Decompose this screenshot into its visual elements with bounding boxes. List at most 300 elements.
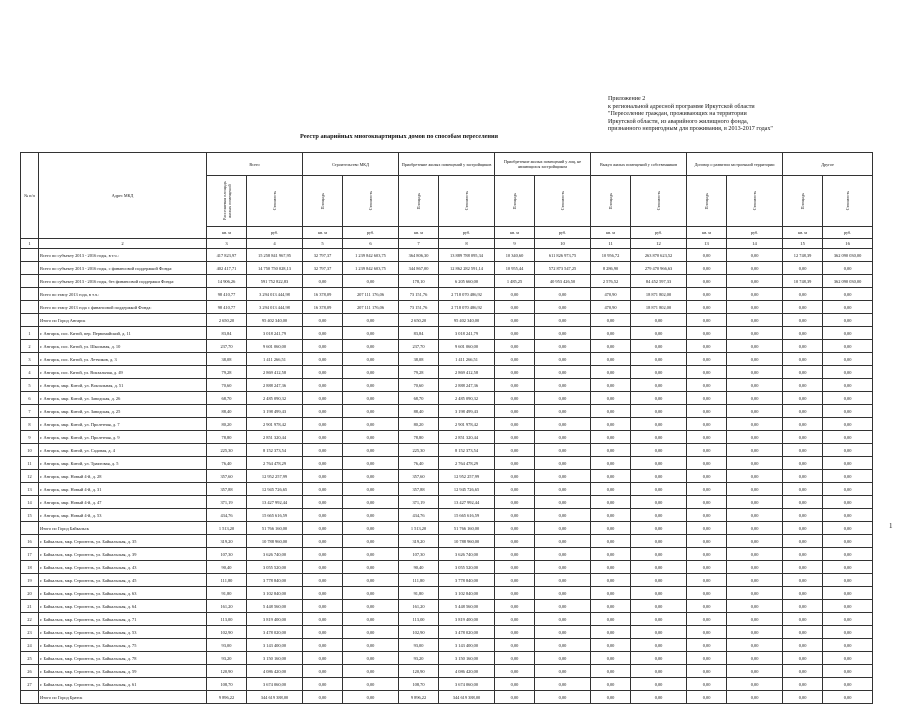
row-number: 4 bbox=[21, 366, 39, 379]
row-number: 18 bbox=[21, 561, 39, 574]
value-cell: 51 766 160,00 bbox=[439, 522, 495, 535]
value-cell: 0,00 bbox=[303, 470, 343, 483]
value-cell: 0,00 bbox=[783, 301, 823, 314]
annex-line: признанного непригодным для проживания, в 2013-2017 годах" bbox=[608, 126, 773, 133]
value-cell: 68,70 bbox=[399, 392, 439, 405]
subheader-cost: Стоимость bbox=[823, 176, 873, 227]
value-cell: 2 869 412,58 bbox=[439, 366, 495, 379]
value-cell: 0,00 bbox=[343, 327, 399, 340]
value-cell: 0,00 bbox=[591, 431, 631, 444]
value-cell: 0,00 bbox=[727, 483, 783, 496]
value-cell: 3 018 241,79 bbox=[247, 327, 303, 340]
value-cell: 93,20 bbox=[399, 652, 439, 665]
value-cell: 3 294 013 444,98 bbox=[247, 288, 303, 301]
header-group-total: Всего bbox=[207, 153, 303, 176]
value-cell: 6 205 660,00 bbox=[439, 275, 495, 288]
column-number: 15 bbox=[783, 239, 823, 249]
value-cell: 13 889 788 095,34 bbox=[439, 249, 495, 262]
value-cell: 78,80 bbox=[207, 431, 247, 444]
value-cell: 108,70 bbox=[207, 678, 247, 691]
value-cell: 0,00 bbox=[823, 470, 873, 483]
value-cell: 0,00 bbox=[631, 457, 687, 470]
value-cell: 2 718 070 486,92 bbox=[439, 301, 495, 314]
value-cell: 90,40 bbox=[207, 561, 247, 574]
value-cell: 0,00 bbox=[687, 340, 727, 353]
row-number: 17 bbox=[21, 548, 39, 561]
address-cell: г. Байкальск, мкр. Строитель, ул. Байкальская, д. 71 bbox=[39, 613, 207, 626]
unit-label: руб. bbox=[343, 227, 399, 239]
unit-label: кв. м bbox=[303, 227, 343, 239]
value-cell: 0,00 bbox=[535, 353, 591, 366]
column-number: 11 bbox=[591, 239, 631, 249]
value-cell: 0,00 bbox=[591, 522, 631, 535]
value-cell: 0,00 bbox=[343, 366, 399, 379]
table-row bbox=[21, 665, 873, 678]
value-cell: 0,00 bbox=[343, 353, 399, 366]
value-cell: 0,00 bbox=[783, 574, 823, 587]
value-cell: 0,00 bbox=[343, 340, 399, 353]
table-row bbox=[21, 392, 873, 405]
value-cell: 0,00 bbox=[303, 379, 343, 392]
value-cell: 93,00 bbox=[399, 639, 439, 652]
value-cell: 3 198 499,43 bbox=[247, 405, 303, 418]
value-cell: 0,00 bbox=[631, 366, 687, 379]
value-cell: 0,00 bbox=[631, 327, 687, 340]
value-cell: 0,00 bbox=[591, 639, 631, 652]
value-cell: 0,00 bbox=[631, 652, 687, 665]
value-cell: 0,00 bbox=[303, 327, 343, 340]
summary-row bbox=[21, 262, 873, 275]
value-cell: 0,00 bbox=[303, 275, 343, 288]
header-group-territory: Договор о развитии застроенной территории bbox=[687, 153, 783, 176]
value-cell: 2 576,52 bbox=[591, 275, 631, 288]
value-cell: 3 150 160,00 bbox=[247, 652, 303, 665]
value-cell: 0,00 bbox=[727, 340, 783, 353]
value-cell: 357,88 bbox=[207, 483, 247, 496]
value-cell: 0,00 bbox=[823, 366, 873, 379]
value-cell: 0,00 bbox=[631, 587, 687, 600]
value-cell: 0,00 bbox=[343, 470, 399, 483]
value-cell: 0,00 bbox=[823, 327, 873, 340]
value-cell: 2 650,20 bbox=[207, 314, 247, 327]
summary-row bbox=[21, 314, 873, 327]
value-cell: 5 448 560,00 bbox=[439, 600, 495, 613]
value-cell: 319,20 bbox=[399, 535, 439, 548]
value-cell: 0,00 bbox=[343, 444, 399, 457]
value-cell: 3 143 400,00 bbox=[439, 639, 495, 652]
value-cell: 2 888 247,36 bbox=[439, 379, 495, 392]
annex-caption bbox=[608, 96, 898, 134]
value-cell: 0,00 bbox=[783, 314, 823, 327]
value-cell: 572 873 547,25 bbox=[535, 262, 591, 275]
value-cell: 2 485 090,32 bbox=[247, 392, 303, 405]
value-cell: 0,00 bbox=[687, 353, 727, 366]
value-cell: 12 945 726,65 bbox=[439, 483, 495, 496]
value-cell: 68,70 bbox=[207, 392, 247, 405]
value-cell: 32 797,37 bbox=[303, 249, 343, 262]
value-cell: 0,00 bbox=[727, 639, 783, 652]
value-cell: 0,00 bbox=[343, 509, 399, 522]
value-cell: 0,00 bbox=[591, 392, 631, 405]
value-cell: 0,00 bbox=[303, 587, 343, 600]
value-cell: 0,00 bbox=[631, 405, 687, 418]
address-cell: г. Ангарск, пос. Китой, пер. Первомайский, д. 11 bbox=[39, 327, 207, 340]
value-cell: 470,90 bbox=[591, 288, 631, 301]
value-cell: 1 513,20 bbox=[399, 522, 439, 535]
value-cell: 76,40 bbox=[399, 457, 439, 470]
value-cell: 0,00 bbox=[687, 470, 727, 483]
column-number: 16 bbox=[823, 239, 873, 249]
row-number: 9 bbox=[21, 431, 39, 444]
value-cell: 0,00 bbox=[727, 262, 783, 275]
value-cell: 14 906,26 bbox=[207, 275, 247, 288]
value-cell: 0,00 bbox=[591, 340, 631, 353]
value-cell: 0,00 bbox=[343, 652, 399, 665]
value-cell: 111,80 bbox=[399, 574, 439, 587]
table-row bbox=[21, 509, 873, 522]
value-cell: 3 674 060,00 bbox=[439, 678, 495, 691]
value-cell: 0,00 bbox=[823, 678, 873, 691]
value-cell: 0,00 bbox=[727, 327, 783, 340]
row-number: 10 bbox=[21, 444, 39, 457]
address-cell: Всего по этапу 2013 года, в т.ч.: bbox=[39, 288, 207, 301]
value-cell: 0,00 bbox=[495, 470, 535, 483]
value-cell: 40 953 426,50 bbox=[535, 275, 591, 288]
value-cell: 0,00 bbox=[343, 275, 399, 288]
subheader-area: Площадь bbox=[303, 176, 343, 227]
value-cell: 8 152 373,54 bbox=[247, 444, 303, 457]
value-cell: 0,00 bbox=[303, 613, 343, 626]
row-number: 27 bbox=[21, 678, 39, 691]
value-cell: 279 470 966,63 bbox=[631, 262, 687, 275]
header-group-other: Другое bbox=[783, 153, 873, 176]
value-cell: 0,00 bbox=[727, 587, 783, 600]
address-cell: г. Байкальск, мкр. Строитель, ул. Байкальская, д. 39 bbox=[39, 548, 207, 561]
value-cell: 357,60 bbox=[399, 470, 439, 483]
value-cell: 18 871 802,00 bbox=[631, 301, 687, 314]
value-cell: 0,00 bbox=[687, 509, 727, 522]
value-cell: 9 601 060,00 bbox=[247, 340, 303, 353]
value-cell: 371,19 bbox=[207, 496, 247, 509]
row-number: 6 bbox=[21, 392, 39, 405]
subheader-cost: Стоимость bbox=[727, 176, 783, 227]
value-cell: 0,00 bbox=[591, 327, 631, 340]
value-cell: 0,00 bbox=[823, 496, 873, 509]
address-cell: г. Ангарск, мкр. Китой, ул. Садовая, д. 4 bbox=[39, 444, 207, 457]
value-cell: 0,00 bbox=[343, 483, 399, 496]
value-cell: 0,00 bbox=[591, 418, 631, 431]
value-cell: 0,00 bbox=[687, 457, 727, 470]
value-cell: 10 748,39 bbox=[783, 275, 823, 288]
value-cell: 0,00 bbox=[727, 288, 783, 301]
value-cell: 207 111 176,06 bbox=[343, 301, 399, 314]
value-cell: 0,00 bbox=[535, 691, 591, 704]
value-cell: 402 417,71 bbox=[207, 262, 247, 275]
value-cell: 0,00 bbox=[783, 678, 823, 691]
table-row bbox=[21, 600, 873, 613]
value-cell: 225,30 bbox=[399, 444, 439, 457]
row-number: 2 bbox=[21, 340, 39, 353]
row-number: 21 bbox=[21, 600, 39, 613]
value-cell: 0,00 bbox=[727, 275, 783, 288]
value-cell: 0,00 bbox=[631, 639, 687, 652]
header-group-developer-purchase: Приобретение жилых помещений у застройщиков bbox=[399, 153, 495, 176]
value-cell: 0,00 bbox=[631, 353, 687, 366]
value-cell: 0,00 bbox=[343, 392, 399, 405]
value-cell: 161,20 bbox=[207, 600, 247, 613]
value-cell: 0,00 bbox=[687, 431, 727, 444]
value-cell: 0,00 bbox=[631, 574, 687, 587]
value-cell: 0,00 bbox=[343, 691, 399, 704]
value-cell: 0,00 bbox=[687, 600, 727, 613]
value-cell: 0,00 bbox=[495, 522, 535, 535]
row-number: 15 bbox=[21, 509, 39, 522]
value-cell: 0,00 bbox=[823, 483, 873, 496]
value-cell: 0,00 bbox=[783, 561, 823, 574]
value-cell: 2 764 478,29 bbox=[247, 457, 303, 470]
value-cell: 113,00 bbox=[207, 613, 247, 626]
row-number: 16 bbox=[21, 535, 39, 548]
value-cell: 0,00 bbox=[727, 561, 783, 574]
value-cell: 0,00 bbox=[727, 392, 783, 405]
value-cell: 0,00 bbox=[687, 366, 727, 379]
page-number: 1 bbox=[889, 522, 893, 530]
column-number: 12 bbox=[631, 239, 687, 249]
value-cell: 0,00 bbox=[591, 366, 631, 379]
value-cell: 0,00 bbox=[631, 600, 687, 613]
value-cell: 0,00 bbox=[823, 314, 873, 327]
value-cell: 78,80 bbox=[399, 431, 439, 444]
value-cell: 3 150 160,00 bbox=[439, 652, 495, 665]
value-cell: 15 665 616,59 bbox=[439, 509, 495, 522]
value-cell: 0,00 bbox=[535, 392, 591, 405]
subheader-area: Площадь bbox=[495, 176, 535, 227]
address-cell: г. Ангарск, мкр. Новый 4-й, д. 31 bbox=[39, 483, 207, 496]
value-cell: 344 619 388,00 bbox=[247, 691, 303, 704]
value-cell: 0,00 bbox=[687, 314, 727, 327]
row-number: 12 bbox=[21, 470, 39, 483]
value-cell: 0,00 bbox=[687, 561, 727, 574]
value-cell: 0,00 bbox=[535, 444, 591, 457]
table-row bbox=[21, 418, 873, 431]
value-cell: 0,00 bbox=[343, 522, 399, 535]
value-cell: 0,00 bbox=[535, 639, 591, 652]
unit-label: кв. м bbox=[783, 227, 823, 239]
column-number: 7 bbox=[399, 239, 439, 249]
row-number: 25 bbox=[21, 652, 39, 665]
value-cell: 0,00 bbox=[535, 340, 591, 353]
value-cell: 0,00 bbox=[823, 301, 873, 314]
value-cell: 88,40 bbox=[207, 405, 247, 418]
value-cell: 0,00 bbox=[783, 613, 823, 626]
column-number: 9 bbox=[495, 239, 535, 249]
value-cell: 3 102 840,00 bbox=[247, 587, 303, 600]
table-row bbox=[21, 652, 873, 665]
value-cell: 0,00 bbox=[727, 444, 783, 457]
value-cell: 0,00 bbox=[687, 678, 727, 691]
value-cell: 15 665 616,59 bbox=[247, 509, 303, 522]
value-cell: 0,00 bbox=[727, 652, 783, 665]
value-cell: 0,00 bbox=[591, 652, 631, 665]
value-cell: 0,00 bbox=[823, 691, 873, 704]
value-cell: 0,00 bbox=[535, 626, 591, 639]
column-number: 8 bbox=[439, 239, 495, 249]
value-cell: 3 055 520,00 bbox=[247, 561, 303, 574]
table-row bbox=[21, 574, 873, 587]
value-cell: 364 806,30 bbox=[399, 249, 439, 262]
value-cell: 0,00 bbox=[631, 379, 687, 392]
unit-label: кв. м bbox=[687, 227, 727, 239]
value-cell: 2 485 090,32 bbox=[439, 392, 495, 405]
value-cell: 0,00 bbox=[823, 431, 873, 444]
value-cell: 0,00 bbox=[535, 548, 591, 561]
value-cell: 357,88 bbox=[399, 483, 439, 496]
value-cell: 38,08 bbox=[207, 353, 247, 366]
value-cell: 0,00 bbox=[343, 457, 399, 470]
value-cell: 93,00 bbox=[207, 639, 247, 652]
table-row bbox=[21, 457, 873, 470]
annex-line: Иркутской области, из аварийного жилищного фонда, bbox=[608, 118, 749, 125]
value-cell: 0,00 bbox=[727, 509, 783, 522]
column-number: 1 bbox=[21, 239, 39, 249]
value-cell: 0,00 bbox=[303, 418, 343, 431]
value-cell: 0,00 bbox=[727, 314, 783, 327]
value-cell: 0,00 bbox=[823, 587, 873, 600]
unit-label: руб. bbox=[727, 227, 783, 239]
value-cell: 0,00 bbox=[687, 613, 727, 626]
value-cell: 10 955,44 bbox=[495, 262, 535, 275]
value-cell: 0,00 bbox=[823, 613, 873, 626]
value-cell: 0,00 bbox=[495, 600, 535, 613]
value-cell: 0,00 bbox=[591, 665, 631, 678]
value-cell: 0,00 bbox=[495, 691, 535, 704]
row-number: 8 bbox=[21, 418, 39, 431]
value-cell: 73 151,76 bbox=[399, 288, 439, 301]
value-cell: 0,00 bbox=[495, 626, 535, 639]
value-cell: 3 778 840,00 bbox=[247, 574, 303, 587]
value-cell: 0,00 bbox=[303, 665, 343, 678]
value-cell: 0,00 bbox=[631, 509, 687, 522]
value-cell: 0,00 bbox=[591, 353, 631, 366]
table-row bbox=[21, 444, 873, 457]
summary-row bbox=[21, 691, 873, 704]
address-cell: г. Байкальск, мкр. Строитель, ул. Байкальская, д. 63 bbox=[39, 587, 207, 600]
value-cell: 0,00 bbox=[303, 574, 343, 587]
annex-line: к региональной адресной программе Иркутской области bbox=[608, 103, 755, 110]
address-cell: Итого по Город Братск bbox=[39, 691, 207, 704]
value-cell: 3 778 840,00 bbox=[439, 574, 495, 587]
address-cell: г. Ангарск, мкр. Новый 4-й, д. 47 bbox=[39, 496, 207, 509]
value-cell: 0,00 bbox=[631, 548, 687, 561]
subheader-area: Площадь bbox=[687, 176, 727, 227]
value-cell: 0,00 bbox=[535, 314, 591, 327]
value-cell: 2 764 478,29 bbox=[439, 457, 495, 470]
value-cell: 237,70 bbox=[399, 340, 439, 353]
unit-label: руб. bbox=[823, 227, 873, 239]
address-cell: г. Ангарск, мкр. Новый 4-й, д. 53 bbox=[39, 509, 207, 522]
address-cell: Итого по Город Ангарск bbox=[39, 314, 207, 327]
row-number: 7 bbox=[21, 405, 39, 418]
value-cell: 0,00 bbox=[591, 678, 631, 691]
value-cell: 0,00 bbox=[783, 600, 823, 613]
value-cell: 0,00 bbox=[727, 691, 783, 704]
value-cell: 0,00 bbox=[687, 249, 727, 262]
value-cell: 207 111 176,06 bbox=[343, 288, 399, 301]
value-cell: 0,00 bbox=[687, 301, 727, 314]
value-cell: 0,00 bbox=[495, 483, 535, 496]
table-row bbox=[21, 340, 873, 353]
unit-label: руб. bbox=[439, 227, 495, 239]
value-cell: 0,00 bbox=[343, 678, 399, 691]
value-cell: 2 851 320,44 bbox=[439, 431, 495, 444]
value-cell: 0,00 bbox=[783, 548, 823, 561]
value-cell: 0,00 bbox=[535, 574, 591, 587]
value-cell: 371,19 bbox=[399, 496, 439, 509]
value-cell: 1 513,20 bbox=[207, 522, 247, 535]
value-cell: 91,80 bbox=[207, 587, 247, 600]
column-number: 3 bbox=[207, 239, 247, 249]
value-cell: 0,00 bbox=[495, 613, 535, 626]
value-cell: 319,20 bbox=[207, 535, 247, 548]
value-cell: 0,00 bbox=[495, 678, 535, 691]
value-cell: 1 485,25 bbox=[495, 275, 535, 288]
row-number bbox=[21, 275, 39, 288]
value-cell: 0,00 bbox=[631, 561, 687, 574]
value-cell: 0,00 bbox=[303, 652, 343, 665]
value-cell: 0,00 bbox=[687, 262, 727, 275]
value-cell: 0,00 bbox=[343, 535, 399, 548]
value-cell: 0,00 bbox=[783, 379, 823, 392]
value-cell: 0,00 bbox=[535, 652, 591, 665]
value-cell: 3 198 499,43 bbox=[439, 405, 495, 418]
value-cell: 0,00 bbox=[783, 483, 823, 496]
value-cell: 0,00 bbox=[631, 626, 687, 639]
value-cell: 0,00 bbox=[591, 379, 631, 392]
value-cell: 0,00 bbox=[343, 418, 399, 431]
value-cell: 0,00 bbox=[823, 639, 873, 652]
value-cell: 3 674 060,00 bbox=[247, 678, 303, 691]
value-cell: 0,00 bbox=[535, 379, 591, 392]
value-cell: 0,00 bbox=[783, 340, 823, 353]
value-cell: 0,00 bbox=[727, 613, 783, 626]
value-cell: 0,00 bbox=[303, 340, 343, 353]
value-cell: 0,00 bbox=[727, 366, 783, 379]
value-cell: 0,00 bbox=[343, 613, 399, 626]
value-cell: 0,00 bbox=[591, 600, 631, 613]
value-cell: 120,90 bbox=[399, 665, 439, 678]
value-cell: 0,00 bbox=[343, 574, 399, 587]
value-cell: 73 151,76 bbox=[399, 301, 439, 314]
value-cell: 15 258 841 967,95 bbox=[247, 249, 303, 262]
subheader-cost: Стоимость bbox=[343, 176, 399, 227]
value-cell: 0,00 bbox=[495, 587, 535, 600]
value-cell: 2 650,20 bbox=[399, 314, 439, 327]
value-cell: 0,00 bbox=[303, 691, 343, 704]
registry-table bbox=[20, 152, 873, 704]
value-cell: 0,00 bbox=[535, 405, 591, 418]
value-cell: 0,00 bbox=[687, 652, 727, 665]
value-cell: 13 427 992,44 bbox=[247, 496, 303, 509]
value-cell: 591 752 822,83 bbox=[247, 275, 303, 288]
value-cell: 0,00 bbox=[783, 327, 823, 340]
value-cell: 3 626 740,00 bbox=[439, 548, 495, 561]
value-cell: 0,00 bbox=[535, 509, 591, 522]
address-cell: Всего по субъекту 2013 - 2016 годы, без финансовой поддержки Фонда: bbox=[39, 275, 207, 288]
column-number: 14 bbox=[727, 239, 783, 249]
value-cell: 0,00 bbox=[687, 548, 727, 561]
value-cell: 0,00 bbox=[727, 535, 783, 548]
value-cell: 0,00 bbox=[343, 314, 399, 327]
